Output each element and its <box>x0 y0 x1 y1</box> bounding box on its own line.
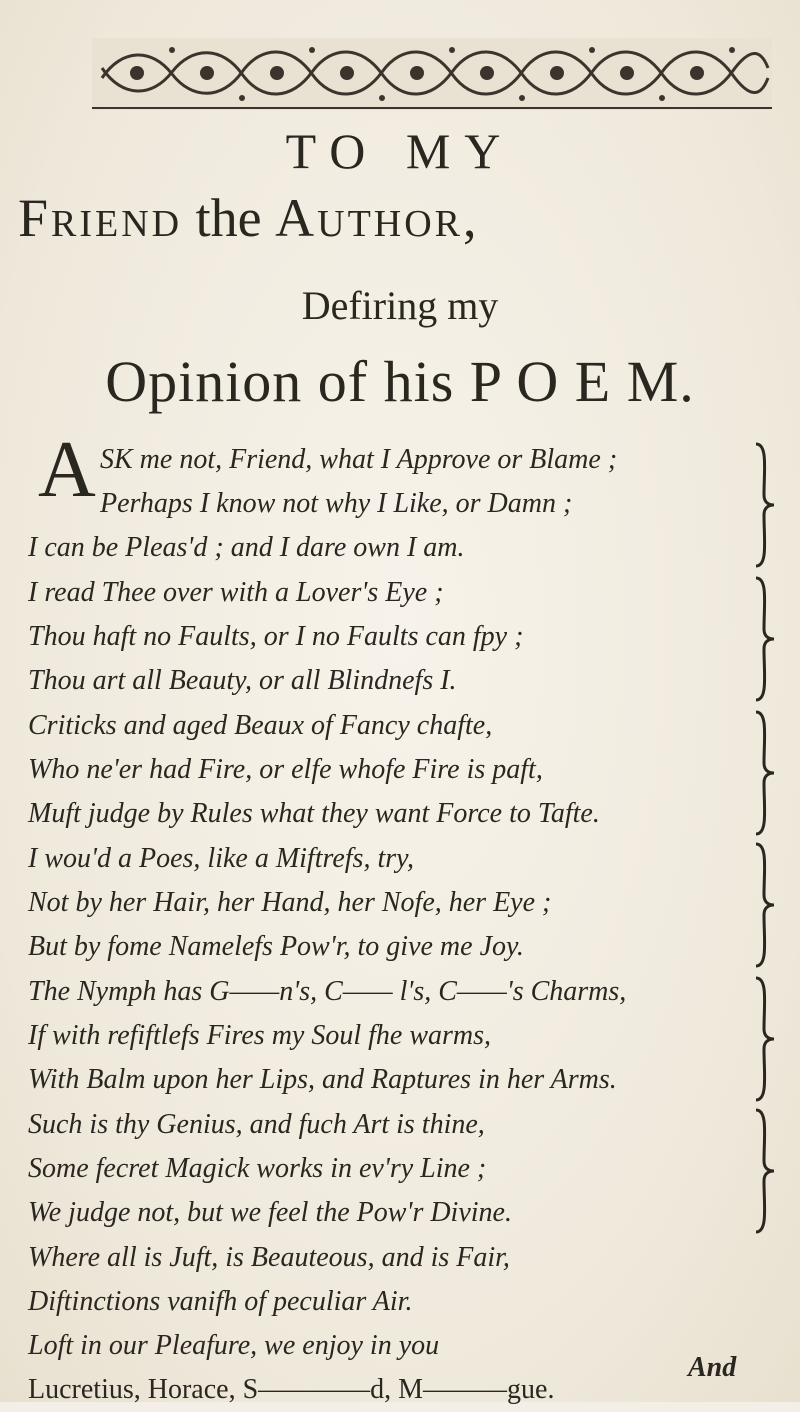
heading-line-4: Opinion of his P O E M. <box>105 349 695 414</box>
poem-line: But by fome Namelefs Pow'r, to give me Joy. <box>28 931 524 962</box>
triplet-brace <box>752 440 778 570</box>
poem-line: Criticks and aged Beaux of Fancy chafte, <box>28 710 493 741</box>
catchword: And <box>688 1352 737 1383</box>
poem-line: Loft in our Pleafure, we enjoy in you <box>28 1330 440 1361</box>
poem-line: We judge not, but we feel the Pow'r Divine. <box>28 1197 512 1228</box>
poem-line: I read Thee over with a Lover's Eye ; <box>28 577 444 608</box>
ornamental-headpiece <box>92 38 772 110</box>
poem-line: Muft judge by Rules what they want Force to Tafte. <box>28 798 600 829</box>
poem-line: SK me not, Friend, what I Approve or Blame ; <box>100 444 618 475</box>
poem-line: Not by her Hair, her Hand, her Nofe, her Eye ; <box>28 887 552 918</box>
poem-line: Thou art all Beauty, or all Blindnefs I. <box>28 665 457 696</box>
poem-line: I wou'd a Poes, like a Miftrefs, try, <box>28 843 415 874</box>
poem-line: Diftinctions vanifh of peculiar Air. <box>28 1286 413 1317</box>
poem-line: Where all is Juft, is Beauteous, and is Fair, <box>28 1242 510 1273</box>
triplet-brace <box>752 974 778 1104</box>
drop-cap: A <box>38 426 96 514</box>
heading-line-1: TO MY <box>285 123 515 179</box>
poem-line: Perhaps I know not why I Like, or Damn ; <box>100 488 573 519</box>
triplet-brace <box>752 708 778 838</box>
poem-line: Thou haft no Faults, or I no Faults can fpy ; <box>28 621 524 652</box>
heading-author: Author, <box>275 188 480 248</box>
poem-line: With Balm upon her Lips, and Raptures in her Arms. <box>28 1064 617 1095</box>
poem-line: Such is thy Genius, and fuch Art is thine, <box>28 1109 485 1140</box>
triplet-brace <box>752 574 778 704</box>
triplet-brace <box>752 1106 778 1236</box>
poem-line: Some fecret Magick works in ev'ry Line ; <box>28 1153 487 1184</box>
poem-line: The Nymph has G——n's, C—— l's, C——'s Charms, <box>28 976 627 1007</box>
heading-line-3: Defiring my <box>301 283 499 328</box>
poem-line: Lucretius, Horace, S————d, M———gue. <box>28 1374 555 1405</box>
poem-line: Who ne'er had Fire, or elfe whofe Fire is paft, <box>28 754 543 785</box>
heading-line-2 <box>18 187 798 249</box>
poem-line: I can be Pleas'd ; and I dare own I am. <box>28 532 465 563</box>
poem-line: If with refiftlefs Fires my Soul fhe warms, <box>28 1020 492 1051</box>
triplet-brace <box>752 840 778 970</box>
heading-friend: Friend <box>18 188 183 248</box>
heading-the: the <box>195 188 262 248</box>
